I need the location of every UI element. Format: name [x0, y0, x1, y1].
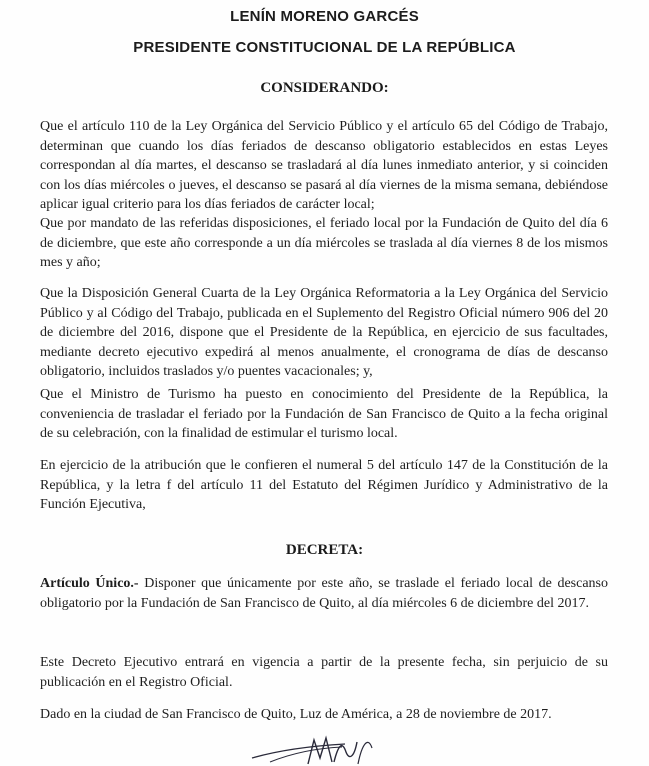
- articulo-unico: [40, 574, 608, 613]
- articulo-unico-label: Artículo Único.-: [40, 576, 139, 591]
- vigencia-paragraph: Este Decreto Ejecutivo entrará en vigencia a partir de la presente fecha, sin perjuicio de su publicación en el Registro Oficial.: [40, 655, 608, 690]
- considerando-paragraph-4: Que el Ministro de Turismo ha puesto en conocimiento del Presidente de la República, la conveniencia de trasladar el feriado por la Fundación de San Francisco de Quito a la fecha original de su celebración, con la finalidad de estimular el turismo local.: [40, 387, 608, 441]
- president-title: PRESIDENTE CONSTITUCIONAL DE LA REPÚBLICA: [133, 39, 516, 56]
- president-name: LENÍN MORENO GARCÉS: [230, 8, 419, 25]
- decreta-heading: DECRETA:: [285, 542, 364, 558]
- articulo-unico-text: Disponer que únicamente por este año, se traslade el feriado local de descanso obligatorio por la Fundación de San Francisco de Quito, al día miércoles 6 de diciembre del 2017.: [40, 576, 608, 611]
- considerando-paragraph-5: En ejercicio de la atribución que le confieren el numeral 5 del artículo 147 de la Constitución de la República, y la letra f del artículo 11 del Estatuto del Régimen Jurídico y Administrativo de la Función Ejecutiva,: [40, 458, 608, 512]
- considerando-paragraph-1: Que el artículo 110 de la Ley Orgánica del Servicio Público y el artículo 65 del Código de Trabajo, determinan que cuando los días feriados de descanso obligatorio establecidos en estas Leyes correspondan al día martes, el descanso se trasladará al día lunes inmediato anterior, y si coinciden con los días miércoles o jueves, el descanso se pasará al día viernes de la misma semana, debiéndose aplicar igual criterio para los días feriados de carácter local;: [40, 119, 608, 212]
- signature-mark: [250, 728, 400, 766]
- considerando-paragraph-3: Que la Disposición General Cuarta de la Ley Orgánica Reformatoria a la Ley Orgánica del Servicio Público y al Código del Trabajo, publicada en el Suplemento del Registro Oficial número 906 del 20 de diciembre del 2016, dispone que el Presidente de la República, en ejercicio de sus facultades, mediante decreto ejecutivo expedirá al menos anualmente, el cronograma de días de descanso obligatorio, incluidos traslados y/o puentes vacacionales; y,: [40, 286, 608, 379]
- considerando-heading: CONSIDERANDO:: [260, 80, 389, 96]
- considerando-paragraph-2: Que por mandato de las referidas disposiciones, el feriado local por la Fundación de Quito del día 6 de diciembre, que este año corresponde a un día miércoles se traslada al día viernes 8 de los mismos mes y año;: [40, 216, 608, 270]
- dado-line: Dado en la ciudad de San Francisco de Quito, Luz de América, a 28 de noviembre de 2017.: [40, 707, 552, 722]
